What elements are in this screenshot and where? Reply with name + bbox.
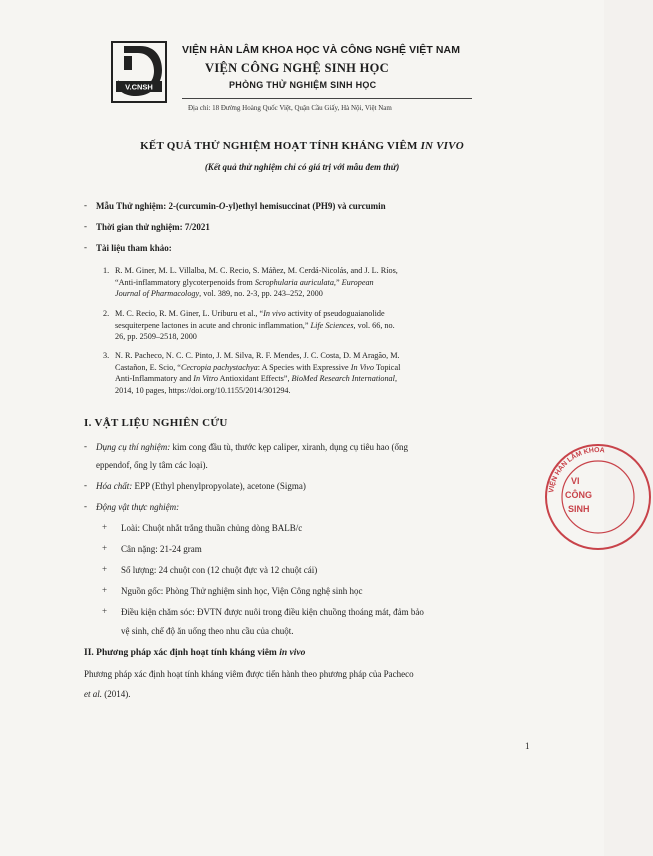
method-paragraph-line: et al. (2014). — [84, 689, 131, 699]
test-time-line: Thời gian thử nghiệm: 7/2021 — [96, 222, 210, 232]
stamp-text: VI — [571, 476, 580, 486]
institute-address: Địa chỉ: 18 Đường Hoàng Quốc Việt, Quận Cầu Giấy, Hà Nội, Việt Nam — [188, 104, 392, 112]
sample-line: Mẫu Thử nghiệm: 2-(curcumin-O-yl)ethyl hemisuccinat (PH9) và curcumin — [96, 201, 386, 211]
section-heading-materials: I. VẬT LIỆU NGHIÊN CỨU — [84, 417, 228, 429]
plus-bullet: + — [102, 585, 108, 595]
stamp-ring-text: VIỆN HÀN LÂM KHOA — [548, 446, 606, 494]
plus-bullet: + — [102, 522, 108, 532]
stamp-text: SINH — [568, 504, 590, 514]
chemicals-line: Hóa chất: EPP (Ethyl phenylpropyolate), acetone (Sigma) — [96, 481, 306, 491]
red-seal-stamp — [543, 442, 653, 552]
bullet-dash: - — [84, 242, 87, 252]
animal-detail: Nguồn gốc: Phòng Thử nghiệm sinh học, Viện Công nghệ sinh học — [121, 586, 363, 596]
bullet-dash: - — [84, 200, 87, 210]
section-heading-method: II. Phương pháp xác định hoạt tính kháng viêm in vivo — [84, 648, 306, 658]
page-number: 1 — [525, 741, 530, 751]
animals-label: Động vật thực nghiệm: — [96, 502, 180, 512]
stamp-text: CÔNG — [565, 490, 592, 500]
method-paragraph-line: Phương pháp xác định hoạt tính kháng viêm được tiến hành theo phương pháp của Pacheco — [84, 669, 414, 679]
institute-name: VIỆN CÔNG NGHỆ SINH HỌC — [205, 61, 390, 75]
plus-bullet: + — [102, 564, 108, 574]
bullet-dash: - — [84, 441, 87, 451]
tools-line-cont: eppendof, ống ly tâm các loại). — [96, 460, 208, 470]
bullet-dash: - — [84, 501, 87, 511]
report-title: KẾT QUẢ THỬ NGHIỆM HOẠT TÍNH KHÁNG VIÊM IN VIVO — [140, 140, 464, 152]
reference-item: 2. M. C. Recio, R. M. Giner, L. Uriburu et al., “In vivo activity of pseudoguaianolide sesquiterpene lactones in acute and chronic inflammation,” Life Sciences, vol. 66, no. 26, pp. 2509–2518, 2000 — [103, 309, 395, 341]
animal-detail: Loài: Chuột nhắt trắng thuần chủng dòng BALB/c — [121, 523, 303, 533]
bullet-dash: - — [84, 480, 87, 490]
bullet-dash: - — [84, 221, 87, 231]
references-label: Tài liệu tham khảo: — [96, 243, 172, 253]
logo-text: V.CNSH — [125, 82, 153, 92]
plus-bullet: + — [102, 606, 108, 616]
animal-detail-cont: vệ sinh, chế độ ăn uống theo nhu cầu của chuột. — [121, 626, 294, 636]
header-divider — [182, 98, 472, 99]
institute-logo — [110, 40, 168, 104]
animal-detail: Điều kiện chăm sóc: ĐVTN được nuôi trong điều kiện chuồng thoáng mát, đảm bảo — [121, 607, 424, 617]
academy-name: VIỆN HÀN LÂM KHOA HỌC VÀ CÔNG NGHỆ VIỆT NAM — [182, 44, 461, 56]
svg-text:VIỆN HÀN LÂM KHOA — [547, 447, 605, 493]
animal-detail: Số lượng: 24 chuột con (12 chuột đực và 12 chuột cái) — [121, 565, 318, 575]
reference-item: 3. N. R. Pacheco, N. C. C. Pinto, J. M. Silva, R. F. Mendes, J. C. Costa, D. M Aragão, M. Castañon, E. Scio, “Cecropia pachystachya: A Species with Expressive In Vivo Topical Anti-Inflammatory and In Vitro Antioxidant Effects”, BioMed Research International, 2014, 10 pages, https://doi.org/10.1155/2014/301294. — [103, 351, 401, 395]
lab-name: PHÒNG THỬ NGHIỆM SINH HỌC — [229, 80, 377, 90]
report-note: (Kết quả thử nghiệm chỉ có giá trị với mẫu đem thử) — [204, 162, 400, 172]
tools-line: Dụng cụ thí nghiệm: kim cong đầu tù, thước kẹp caliper, xiranh, dụng cụ tiêu hao (ống — [96, 442, 408, 452]
reference-item: 1. R. M. Giner, M. L. Villalba, M. C. Recio, S. Máñez, M. Cerdá-Nicolás, and J. L. Ríos, “Anti-inflammatory glycoterpenoids from Scrophularia auriculata,” European Journal of Pharmacology, vol. 389, no. 2-3, pp. 243–252, 2000 — [103, 266, 398, 298]
plus-bullet: + — [102, 543, 108, 553]
animal-detail: Cân nặng: 21-24 gram — [121, 544, 202, 554]
